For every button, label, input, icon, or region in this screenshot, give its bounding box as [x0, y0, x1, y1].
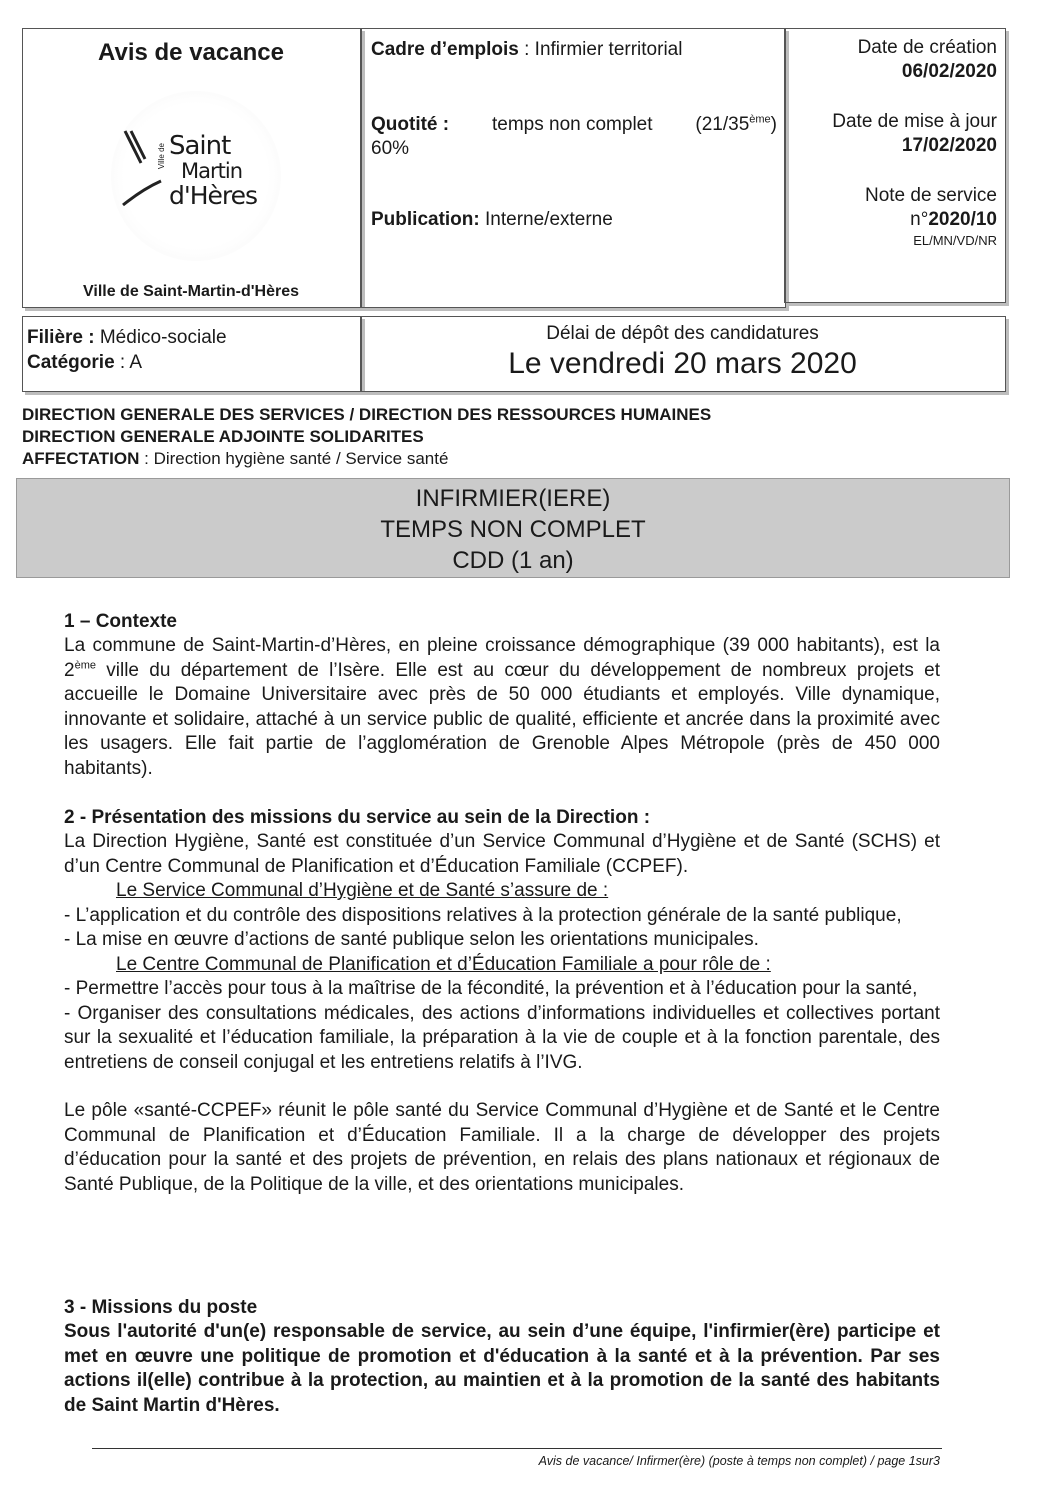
header-left-box	[22, 28, 362, 308]
maj-label: Date de mise à jour	[832, 111, 997, 132]
schs-title: Le Service Communal d’Hygiène et de Santé s’assure de :	[116, 880, 609, 901]
section2-title: 2 - Présentation des missions du service au sein de la Direction :	[64, 807, 651, 828]
org-name: Ville de Saint-Martin-d'Hères	[82, 283, 299, 300]
pole-paragraph: Le pôle «santé-CCPEF» réunit le pôle santé du Service Communal d’Hygiène et de Santé et le Centre Communal de Planification et d’Éducation Familiale. Il a la charge de développer des projets d’éducation pour la santé et des projets de prévention, en relais des plans nationaux et régionaux de Santé Publique, de la Politique de la ville, et des orientations municipales.	[64, 1100, 940, 1195]
job-title-banner	[16, 478, 1010, 578]
cadre-emplois	[371, 39, 682, 61]
section-missions-poste	[64, 1296, 940, 1418]
creation-label: Date de création	[857, 37, 997, 58]
header-right-box	[784, 28, 1006, 303]
direction-line1: DIRECTION GENERALE DES SERVICES / DIRECTION DES RESSOURCES HUMAINES	[22, 405, 712, 424]
quotite-sup: ème	[749, 113, 771, 126]
section1-text	[64, 634, 940, 781]
publication-value: Interne/externe	[479, 209, 613, 230]
section2-intro: La Direction Hygiène, Santé est constituée d’un Service Communal d’Hygiène et de Santé (SCHS) et d’un Centre Communal de Planification et d’Éducation Familiale (CCPEF).	[64, 831, 940, 877]
affectation-label: AFFECTATION	[22, 449, 140, 468]
direction-block	[22, 404, 1012, 470]
publication	[371, 209, 613, 231]
quotite-fraction-text: (21/35	[695, 114, 750, 135]
quotite-label: Quotité :	[371, 114, 450, 135]
ccpef-item2: - Organiser des consultations médicales, des actions d’informations individuelles et collectives portant sur la sexualité et l’éducation familiale, la préparation à la vie de couple et à la fonction parentale, des entretiens de conseil conjugal et les entretiens relatifs à l’IVG.	[64, 1002, 940, 1073]
section-contexte	[64, 610, 940, 781]
affectation-value: : Direction hygiène santé / Service santé	[139, 449, 449, 468]
filiere-value: Médico-sociale	[94, 327, 227, 348]
footer-rule	[92, 1448, 942, 1449]
delai-label: Délai de dépôt des candidatures	[546, 323, 819, 344]
filiere	[27, 327, 227, 349]
note-prefix: n°	[910, 209, 929, 230]
cadre-label: Cadre d’emplois	[371, 39, 519, 60]
footer-text: Avis de vacance/ Infirmer(ère) (poste à temps non complet) / page 1sur3	[538, 1454, 940, 1468]
section1-text-a: La commune de Saint-Martin-d’Hères, en pleine croissance démographique (39 000 habitants), est la 2	[64, 635, 940, 681]
quotite-percent: 60%	[371, 138, 410, 159]
note-ref: EL/MN/VD/NR	[913, 233, 997, 248]
maj-date: 17/02/2020	[901, 135, 997, 156]
job-title-line3: CDD (1 an)	[452, 547, 574, 574]
section1-sup: ème	[74, 659, 96, 672]
logo-martin: Martin	[181, 159, 242, 183]
categorie	[27, 352, 142, 374]
notice-title: Avis de vacance	[98, 39, 284, 66]
quotite-value: temps non complet	[491, 114, 653, 135]
section-missions-service	[64, 806, 940, 1197]
filiere-box	[22, 316, 362, 392]
note-number: 2020/10	[928, 209, 997, 230]
direction-line2: DIRECTION GENERALE ADJOINTE SOLIDARITES	[22, 427, 424, 446]
job-title-line2: TEMPS NON COMPLET	[380, 516, 646, 543]
categorie-label: Catégorie	[27, 352, 115, 373]
creation-date: 06/02/2020	[901, 61, 997, 82]
logo-dheres: d'Hères	[169, 181, 258, 210]
note-number-line	[910, 209, 997, 231]
cadre-value: : Infirmier territorial	[518, 39, 683, 60]
schs-item2: - La mise en œuvre d’actions de santé publique selon les orientations municipales.	[64, 929, 759, 950]
section1-title: 1 – Contexte	[64, 611, 177, 632]
delai-date: Le vendredi 20 mars 2020	[508, 347, 857, 380]
ccpef-item1: - Permettre l’accès pour tous à la maîtrise de la fécondité, la prévention et à l’éducation pour la santé,	[64, 978, 918, 999]
affectation	[22, 448, 1012, 470]
filiere-label: Filière :	[27, 327, 95, 348]
categorie-value: : A	[114, 352, 143, 373]
section3-title: 3 - Missions du poste	[64, 1297, 258, 1318]
note-label: Note de service	[864, 185, 997, 206]
section1-text-b: ville du département de l’Isère. Elle est au cœur du développement de nombreux projets et accueille le Domaine Universitaire avec près de 50 000 étudiants et employés. Ville dynamique, innovante et solidaire, attaché à un service public de qualité, efficiente et ancrée dans la proximité avec les usagers. Elle fait partie de l’agglomération de Grenoble Alpes Métropole (près de 450 000 habitants).	[64, 659, 940, 779]
quotite-close: )	[770, 114, 777, 135]
logo-ville-de: Ville de	[157, 143, 166, 170]
logo-saint: Saint	[169, 131, 231, 161]
city-logo	[111, 91, 281, 261]
header-middle-box	[360, 28, 786, 308]
section3-text: Sous l'autorité d'un(e) responsable de service, au sein d’une équipe, l'infirmier(ère) participe et met en œuvre une politique de promotion et d'éducation à la santé et à la prévention. Par ses actions il(elle) contribue à la protection, au maintien et à la promotion de la santé des habitants de Saint Martin d'Hères.	[64, 1321, 940, 1416]
quotite-fraction	[695, 113, 777, 137]
publication-label: Publication:	[371, 209, 480, 230]
job-title-line1: INFIRMIER(IERE)	[415, 485, 611, 512]
quotite	[371, 113, 777, 161]
schs-item1: - L’application et du contrôle des dispositions relatives à la protection générale de la santé publique,	[64, 904, 902, 926]
ccpef-title: Le Centre Communal de Planification et d’Éducation Familiale a pour rôle de :	[116, 953, 771, 975]
delai-box	[360, 316, 1006, 392]
